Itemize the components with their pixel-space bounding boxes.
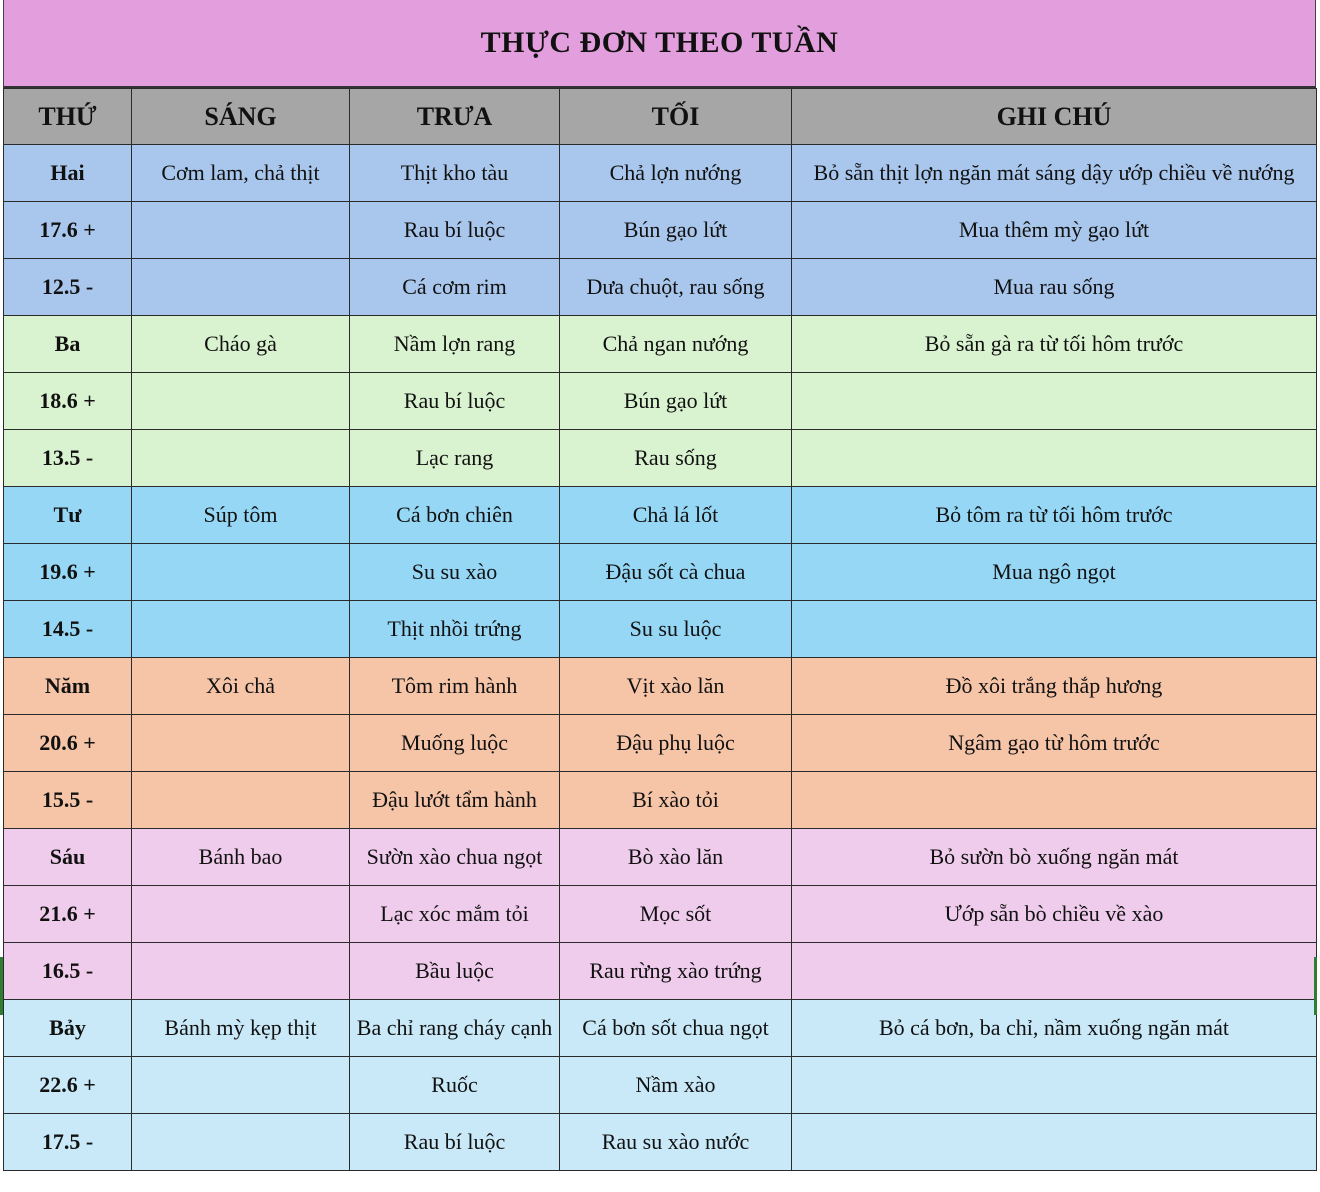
cell-notes[interactable]: Ướp sẵn bò chiều về xào xyxy=(792,886,1317,943)
table-row xyxy=(4,1114,1317,1171)
cell-day[interactable]: 21.6 + xyxy=(4,886,132,943)
cell-day[interactable]: 13.5 - xyxy=(4,430,132,487)
cell-day[interactable]: 17.6 + xyxy=(4,202,132,259)
header-day[interactable]: THỨ xyxy=(4,89,132,145)
cell-lunch[interactable]: Lạc rang xyxy=(350,430,560,487)
sheet-title[interactable]: THỰC ĐƠN THEO TUẦN xyxy=(3,0,1316,88)
cell-day[interactable]: Bảy xyxy=(4,1000,132,1057)
table-row xyxy=(4,1057,1317,1114)
table-row xyxy=(4,658,1317,715)
cell-dinner[interactable]: Bí xào tỏi xyxy=(560,772,792,829)
cell-dinner[interactable]: Mọc sốt xyxy=(560,886,792,943)
cell-dinner[interactable]: Bò xào lăn xyxy=(560,829,792,886)
table-row xyxy=(4,601,1317,658)
cell-notes[interactable] xyxy=(792,430,1317,487)
cell-dinner[interactable]: Chả lá lốt xyxy=(560,487,792,544)
cell-notes[interactable] xyxy=(792,1114,1317,1171)
cell-lunch[interactable]: Rau bí luộc xyxy=(350,1114,560,1171)
cell-lunch[interactable]: Nầm lợn rang xyxy=(350,316,560,373)
menu-sheet xyxy=(3,0,1316,1171)
cell-notes[interactable]: Bỏ sườn bò xuống ngăn mát xyxy=(792,829,1317,886)
cell-day[interactable]: 17.5 - xyxy=(4,1114,132,1171)
cell-notes[interactable]: Bỏ tôm ra từ tối hôm trước xyxy=(792,487,1317,544)
cell-breakfast[interactable] xyxy=(132,943,350,1000)
cell-breakfast[interactable]: Bánh bao xyxy=(132,829,350,886)
cell-dinner[interactable]: Su su luộc xyxy=(560,601,792,658)
cell-notes[interactable]: Bỏ cá bơn, ba chỉ, nầm xuống ngăn mát xyxy=(792,1000,1317,1057)
cell-day[interactable]: 12.5 - xyxy=(4,259,132,316)
cell-notes[interactable]: Ngâm gạo từ hôm trước xyxy=(792,715,1317,772)
cell-breakfast[interactable]: Cơm lam, chả thịt xyxy=(132,145,350,202)
cell-breakfast[interactable]: Súp tôm xyxy=(132,487,350,544)
table-row xyxy=(4,430,1317,487)
cell-breakfast[interactable] xyxy=(132,601,350,658)
weekly-menu-table xyxy=(3,88,1317,1171)
cell-breakfast[interactable]: Cháo gà xyxy=(132,316,350,373)
cell-lunch[interactable]: Rau bí luộc xyxy=(350,373,560,430)
cell-lunch[interactable]: Su su xào xyxy=(350,544,560,601)
cell-lunch[interactable]: Rau bí luộc xyxy=(350,202,560,259)
cell-lunch[interactable]: Bầu luộc xyxy=(350,943,560,1000)
cell-lunch[interactable]: Cá cơm rim xyxy=(350,259,560,316)
cell-lunch[interactable]: Muống luộc xyxy=(350,715,560,772)
cell-day[interactable]: Tư xyxy=(4,487,132,544)
table-row xyxy=(4,943,1317,1000)
cell-breakfast[interactable] xyxy=(132,772,350,829)
cell-lunch[interactable]: Ba chỉ rang cháy cạnh xyxy=(350,1000,560,1057)
cell-day[interactable]: Ba xyxy=(4,316,132,373)
cell-breakfast[interactable]: Xôi chả xyxy=(132,658,350,715)
cell-day[interactable]: Hai xyxy=(4,145,132,202)
cell-dinner[interactable]: Bún gạo lứt xyxy=(560,373,792,430)
cell-day[interactable]: 22.6 + xyxy=(4,1057,132,1114)
cell-notes[interactable] xyxy=(792,373,1317,430)
cell-dinner[interactable]: Bún gạo lứt xyxy=(560,202,792,259)
cell-day[interactable]: 15.5 - xyxy=(4,772,132,829)
cell-lunch[interactable]: Cá bơn chiên xyxy=(350,487,560,544)
cell-dinner[interactable]: Vịt xào lăn xyxy=(560,658,792,715)
table-row xyxy=(4,544,1317,601)
cell-notes[interactable]: Mua ngô ngọt xyxy=(792,544,1317,601)
cell-dinner[interactable]: Đậu sốt cà chua xyxy=(560,544,792,601)
cell-breakfast[interactable] xyxy=(132,202,350,259)
header-row xyxy=(4,89,1317,145)
cell-notes[interactable] xyxy=(792,601,1317,658)
table-row xyxy=(4,886,1317,943)
cell-day[interactable]: Năm xyxy=(4,658,132,715)
cell-dinner[interactable]: Nầm xào xyxy=(560,1057,792,1114)
cell-notes[interactable]: Bỏ sẵn gà ra từ tối hôm trước xyxy=(792,316,1317,373)
header-breakfast[interactable]: SÁNG xyxy=(132,89,350,145)
cell-breakfast[interactable]: Bánh mỳ kẹp thịt xyxy=(132,1000,350,1057)
cell-day[interactable]: 14.5 - xyxy=(4,601,132,658)
cell-breakfast[interactable] xyxy=(132,886,350,943)
cell-dinner[interactable]: Rau sống xyxy=(560,430,792,487)
cell-lunch[interactable]: Tôm rim hành xyxy=(350,658,560,715)
cell-dinner[interactable]: Dưa chuột, rau sống xyxy=(560,259,792,316)
header-notes[interactable]: GHI CHÚ xyxy=(792,89,1317,145)
table-row xyxy=(4,316,1317,373)
table-row xyxy=(4,202,1317,259)
table-row xyxy=(4,715,1317,772)
cell-day[interactable]: 19.6 + xyxy=(4,544,132,601)
cell-day[interactable]: 16.5 - xyxy=(4,943,132,1000)
cell-day[interactable]: 20.6 + xyxy=(4,715,132,772)
cell-dinner[interactable]: Cá bơn sốt chua ngọt xyxy=(560,1000,792,1057)
cell-lunch[interactable]: Đậu lướt tẩm hành xyxy=(350,772,560,829)
header-dinner[interactable]: TỐI xyxy=(560,89,792,145)
cell-selection-marker-right xyxy=(1314,957,1317,1015)
cell-lunch[interactable]: Thịt kho tàu xyxy=(350,145,560,202)
table-row xyxy=(4,373,1317,430)
cell-notes[interactable]: Mua thêm mỳ gạo lứt xyxy=(792,202,1317,259)
cell-breakfast[interactable] xyxy=(132,715,350,772)
cell-notes[interactable]: Bỏ sẵn thịt lợn ngăn mát sáng dậy ướp chiều về nướng xyxy=(792,145,1317,202)
cell-breakfast[interactable] xyxy=(132,1114,350,1171)
menu-body xyxy=(4,145,1317,1171)
cell-breakfast[interactable] xyxy=(132,1057,350,1114)
cell-day[interactable]: 18.6 + xyxy=(4,373,132,430)
cell-lunch[interactable]: Ruốc xyxy=(350,1057,560,1114)
cell-breakfast[interactable] xyxy=(132,430,350,487)
cell-lunch[interactable]: Sườn xào chua ngọt xyxy=(350,829,560,886)
cell-lunch[interactable]: Lạc xóc mắm tỏi xyxy=(350,886,560,943)
cell-dinner[interactable]: Đậu phụ luộc xyxy=(560,715,792,772)
table-row xyxy=(4,487,1317,544)
cell-selection-marker-left xyxy=(0,957,3,1015)
cell-notes[interactable] xyxy=(792,943,1317,1000)
cell-dinner[interactable]: Chả ngan nướng xyxy=(560,316,792,373)
cell-notes[interactable] xyxy=(792,772,1317,829)
cell-lunch[interactable]: Thịt nhồi trứng xyxy=(350,601,560,658)
cell-dinner[interactable]: Rau rừng xào trứng xyxy=(560,943,792,1000)
table-row xyxy=(4,1000,1317,1057)
cell-breakfast[interactable] xyxy=(132,544,350,601)
table-row xyxy=(4,145,1317,202)
table-row xyxy=(4,829,1317,886)
cell-dinner[interactable]: Chả lợn nướng xyxy=(560,145,792,202)
cell-breakfast[interactable] xyxy=(132,373,350,430)
cell-notes[interactable]: Đồ xôi trắng thắp hương xyxy=(792,658,1317,715)
cell-dinner[interactable]: Rau su xào nước xyxy=(560,1114,792,1171)
table-row xyxy=(4,772,1317,829)
table-row xyxy=(4,259,1317,316)
cell-notes[interactable]: Mua rau sống xyxy=(792,259,1317,316)
header-lunch[interactable]: TRƯA xyxy=(350,89,560,145)
cell-notes[interactable] xyxy=(792,1057,1317,1114)
cell-day[interactable]: Sáu xyxy=(4,829,132,886)
cell-breakfast[interactable] xyxy=(132,259,350,316)
